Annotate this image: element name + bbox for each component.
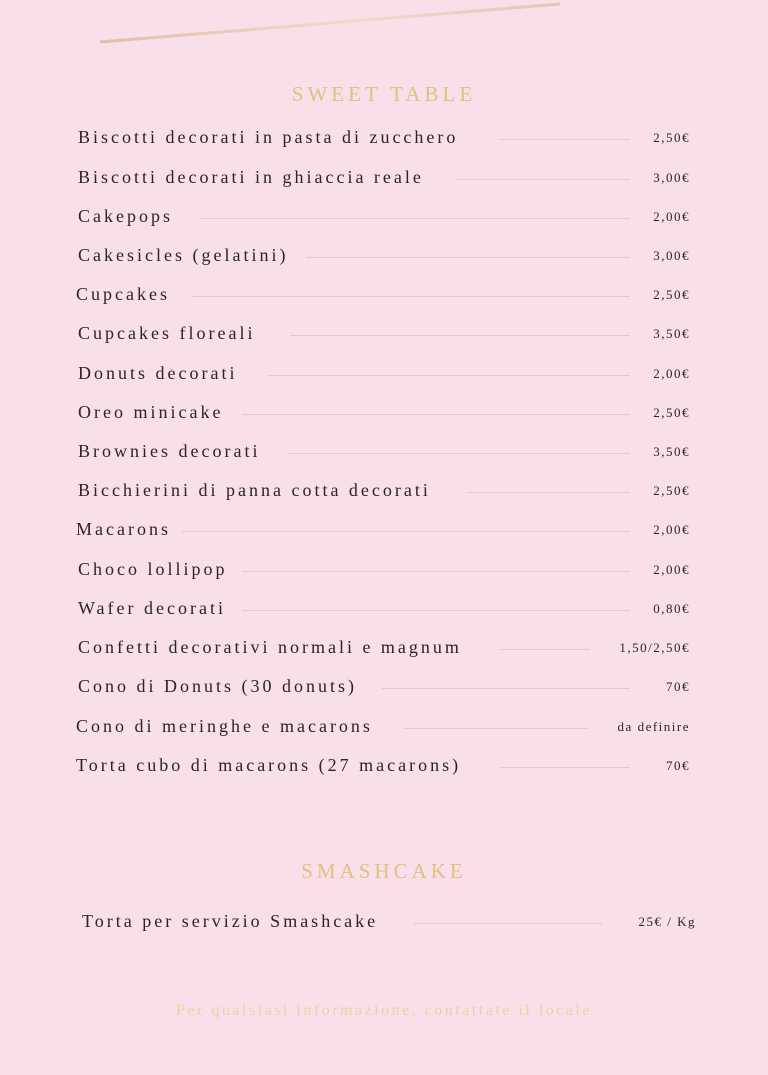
item-name: Cakesicles (gelatini) — [78, 245, 289, 265]
leader-line — [414, 923, 602, 924]
item-name: Macarons — [76, 519, 171, 539]
item-name: Cakepops — [78, 206, 173, 226]
item-price: 2,00€ — [653, 562, 690, 577]
menu-item — [0, 361, 768, 389]
item-name: Choco lollipop — [78, 559, 228, 579]
item-name: Torta cubo di macarons (27 macarons) — [76, 755, 462, 775]
item-name: Torta per servizio Smashcake — [82, 911, 379, 931]
leader-line — [288, 453, 630, 454]
item-price: 0,80€ — [653, 601, 690, 616]
item-price: 3,50€ — [653, 444, 690, 459]
item-price: 70€ — [666, 758, 690, 773]
menu-item — [0, 909, 768, 937]
section-title-sweet-table: SWEET TABLE — [291, 82, 477, 106]
leader-line — [268, 375, 630, 376]
decorative-frame — [0, 0, 768, 60]
item-price: 3,00€ — [653, 170, 690, 185]
leader-line — [468, 492, 630, 493]
item-name: Cono di meringhe e macarons — [76, 716, 373, 736]
menu-item — [0, 400, 768, 428]
item-price: 25€ / Kg — [638, 914, 696, 929]
menu-item — [0, 439, 768, 467]
leader-line — [382, 688, 630, 689]
item-price: 70€ — [666, 679, 690, 694]
menu-item — [0, 165, 768, 193]
item-name: Brownies decorati — [78, 441, 261, 461]
item-price: 3,00€ — [653, 248, 690, 263]
item-price: da definire — [617, 719, 690, 734]
leader-line — [404, 728, 588, 729]
section-title-smashcake: SMASHCAKE — [301, 859, 467, 883]
menu-item — [0, 714, 768, 742]
menu-item — [0, 478, 768, 506]
menu-item — [0, 674, 768, 702]
item-price: 1,50/2,50€ — [619, 640, 690, 655]
menu-item — [0, 243, 768, 271]
leader-line — [242, 414, 630, 415]
leader-line — [500, 649, 590, 650]
leader-line — [182, 531, 630, 532]
item-price: 2,50€ — [653, 483, 690, 498]
menu-item — [0, 596, 768, 624]
leader-line — [242, 610, 630, 611]
item-name: Bicchierini di panna cotta decorati — [78, 480, 431, 500]
item-price: 2,50€ — [653, 405, 690, 420]
item-price: 2,00€ — [653, 209, 690, 224]
item-name: Confetti decorativi normali e magnum — [78, 637, 462, 657]
menu-item — [0, 753, 768, 781]
menu-item — [0, 321, 768, 349]
menu-item — [0, 204, 768, 232]
item-price: 2,00€ — [653, 366, 690, 381]
item-name: Biscotti decorati in pasta di zucchero — [78, 127, 459, 147]
item-name: Biscotti decorati in ghiaccia reale — [78, 167, 424, 187]
leader-line — [290, 335, 630, 336]
menu-item — [0, 517, 768, 545]
menu-item — [0, 125, 768, 153]
leader-line — [500, 139, 630, 140]
item-name: Cono di Donuts (30 donuts) — [78, 676, 358, 696]
item-name: Cupcakes floreali — [78, 323, 256, 343]
item-name: Cupcakes — [76, 284, 170, 304]
item-price: 2,50€ — [653, 287, 690, 302]
leader-line — [192, 296, 630, 297]
leader-line — [306, 257, 630, 258]
leader-line — [500, 767, 630, 768]
menu-item — [0, 635, 768, 663]
item-price: 2,00€ — [653, 522, 690, 537]
item-name: Oreo minicake — [78, 402, 224, 422]
leader-line — [242, 571, 630, 572]
item-price: 2,50€ — [653, 130, 690, 145]
leader-line — [200, 218, 630, 219]
leader-line — [456, 179, 630, 180]
footer-note: Per qualsiasi informazione, contattate il locale — [176, 1002, 592, 1019]
menu-item — [0, 282, 768, 310]
menu-item — [0, 557, 768, 585]
item-name: Donuts decorati — [78, 363, 238, 383]
item-price: 3,50€ — [653, 326, 690, 341]
item-name: Wafer decorati — [78, 598, 226, 618]
